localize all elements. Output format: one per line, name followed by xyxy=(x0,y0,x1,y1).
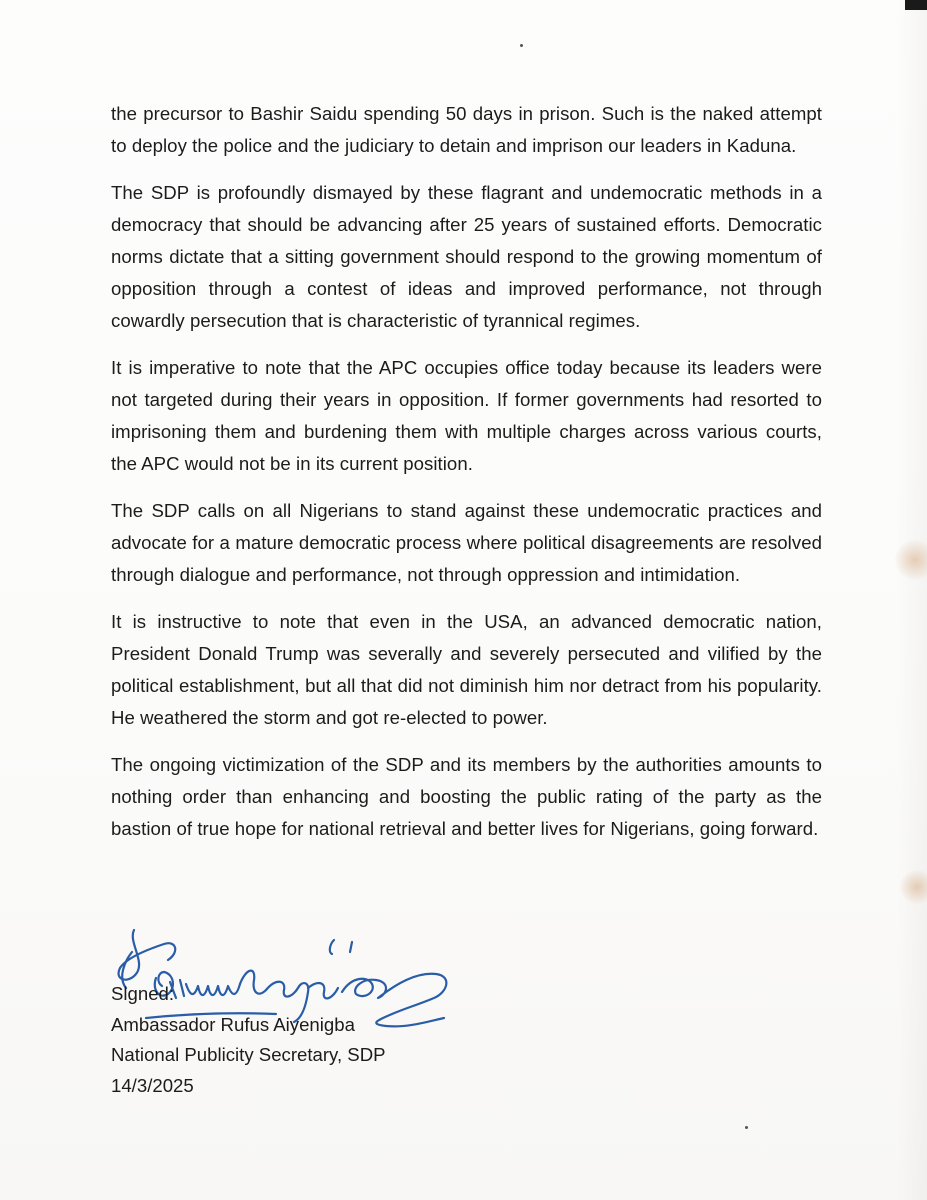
paper-stain xyxy=(900,870,927,904)
letter-body xyxy=(111,98,822,860)
paragraph-6: The ongoing victimization of the SDP and its members by the authorities amounts to nothing order than enhancing and boosting the public rating of the party as the bastion of true hope for national retrieval and better lives for Nigerians, going forward. xyxy=(111,754,822,839)
document-date: 14/3/2025 xyxy=(111,1074,194,1096)
signatory-name: Ambassador Rufus Aiyenigba xyxy=(111,1013,355,1035)
paragraph-1: the precursor to Bashir Saidu spending 50 days in prison. Such is the naked attempt to deploy the police and the judiciary to detain and imprison our leaders in Kaduna. xyxy=(111,103,822,156)
paper-stain xyxy=(895,540,927,580)
scan-edge-mark xyxy=(905,0,927,10)
paragraph-2: The SDP is profoundly dismayed by these flagrant and undemocratic methods in a democracy that should be advancing after 25 years of sustained efforts. Democratic norms dictate that a sitting government should respond to the growing momentum of opposition through a contest of ideas and improved performance, not through cowardly persecution that is characteristic of tyrannical regimes. xyxy=(111,182,822,331)
page-edge-shadow xyxy=(897,0,927,1200)
signature-block xyxy=(111,979,386,1101)
paragraph-3: It is imperative to note that the APC occupies office today because its leaders were not targeted during their years in opposition. If former governments had resorted to imprisoning them and burdening them with multiple charges across various courts, the APC would not be in its current position. xyxy=(111,357,822,474)
paragraph-4: The SDP calls on all Nigerians to stand against these undemocratic practices and advocate for a mature democratic process where political disagreements are resolved through dialogue and performance, not through oppression and intimidation. xyxy=(111,500,822,585)
signatory-title: National Publicity Secretary, SDP xyxy=(111,1044,386,1065)
paragraph-5: It is instructive to note that even in the USA, an advanced democratic nation, President Donald Trump was severally and severely persecuted and vilified by the political establishment, but all that did not diminish him nor detract from his popularity. He weathered the storm and got re-elected to power. xyxy=(111,611,822,728)
paper-speck xyxy=(520,44,523,47)
paper-speck xyxy=(745,1126,748,1129)
signed-label: Slgned: xyxy=(111,983,175,1004)
